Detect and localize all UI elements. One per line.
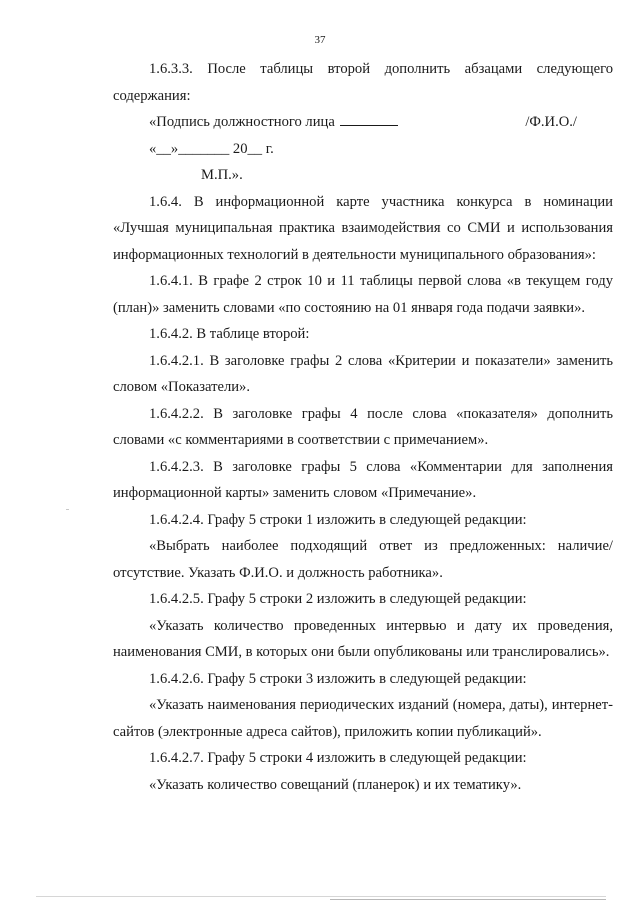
quote-row-2: «Указать количество проведенных интервью и дату их проведения, наименования СМИ, в которых они были опубликованы или транслировались». — [113, 617, 613, 660]
document-body — [113, 56, 613, 798]
quote-row-3: «Указать наименования периодических изданий (номера, даты), интернет-сайтов (электронные адреса сайтов), приложить копии публикаций». — [113, 697, 613, 740]
scan-edge-line — [36, 896, 606, 897]
paragraph-1-6-4-2-2: 1.6.4.2.2. В заголовке графы 4 после слова «показателя» дополнить словами «с комментариями в соответствии с примечанием». — [113, 405, 613, 448]
paragraph-1-6-4-1: 1.6.4.1. В графе 2 строк 10 и 11 таблицы первой слова «в текущем году (план)» заменить словами «по состоянию на 01 января года подачи заявки». — [113, 273, 613, 316]
page-number: 37 — [314, 34, 326, 46]
paragraph-1-6-4-2-3: 1.6.4.2.3. В заголовке графы 5 слова «Комментарии для заполнения информационной карты» заменить словом «Примечание». — [113, 458, 613, 501]
paragraph-1-6-4: 1.6.4. В информационной карте участника конкурса в номинации «Лучшая муниципальная практика взаимодействия со СМИ и использования информационных технологий в деятельности муниципального образования»: — [113, 193, 613, 263]
scan-speck — [66, 509, 69, 510]
signature-fio: /Ф.И.О./ — [525, 114, 577, 130]
signature-label: «Подпись должностного лица — [149, 114, 335, 130]
paragraph-1-6-4-2-1: 1.6.4.2.1. В заголовке графы 2 слова «Критерии и показатели» заменить словом «Показатели». — [113, 352, 613, 395]
signature-line — [113, 109, 613, 136]
quote-row-1: «Выбрать наиболее подходящий ответ из предложенных: наличие/отсутствие. Указать Ф.И.О. и должность работника». — [113, 538, 613, 581]
scan-edge-line-2 — [330, 899, 606, 900]
signature-blank — [340, 111, 398, 126]
paragraph-1-6-4-2-7: 1.6.4.2.7. Графу 5 строки 4 изложить в следующей редакции: — [149, 750, 527, 766]
paragraph-1-6-4-2-6: 1.6.4.2.6. Графу 5 строки 3 изложить в следующей редакции: — [149, 670, 527, 687]
quote-row-4: «Указать количество совещаний (планерок) и их тематику». — [149, 776, 522, 793]
stamp-label: М.П.». — [201, 167, 243, 183]
date-line: «__»_______ 20__ г. — [149, 140, 274, 157]
paragraph-1-6-4-2-4: 1.6.4.2.4. Графу 5 строки 1 изложить в следующей редакции: — [149, 511, 527, 528]
paragraph-1-6-4-2: 1.6.4.2. В таблице второй: — [149, 326, 310, 342]
paragraph-1-6-3-3: 1.6.3.3. После таблицы второй дополнить абзацами следующего содержания: — [113, 61, 613, 104]
paragraph-1-6-4-2-5: 1.6.4.2.5. Графу 5 строки 2 изложить в следующей редакции: — [149, 591, 527, 607]
